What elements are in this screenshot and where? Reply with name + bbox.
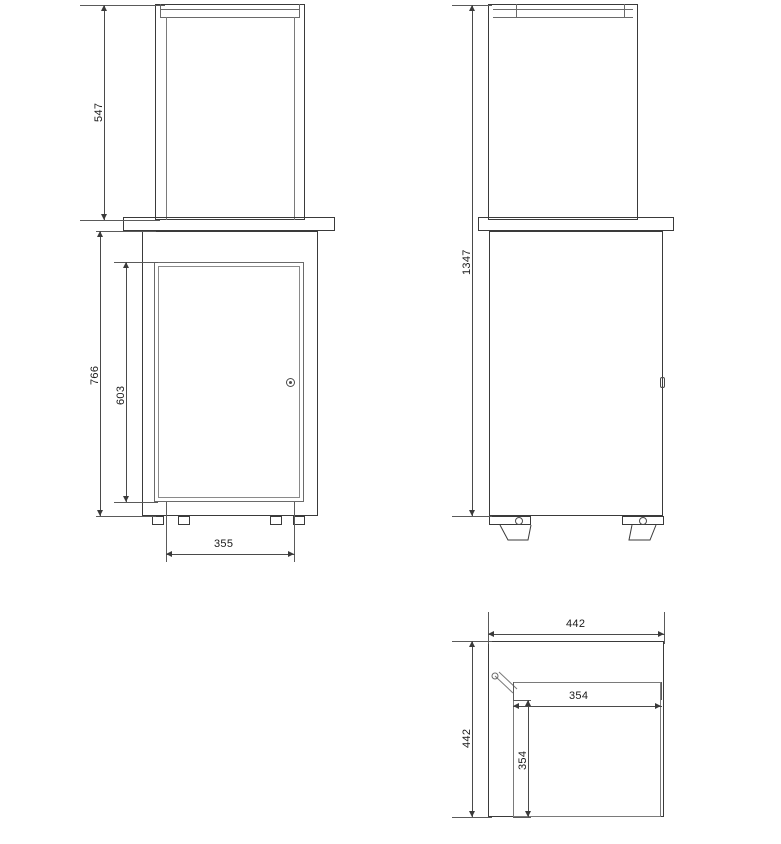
top-ext-right-442h — [664, 612, 665, 644]
dim-label-603: 603 — [115, 385, 127, 405]
front-view-lid-inner-left — [166, 17, 167, 220]
dim-label-1347: 1347 — [461, 249, 473, 275]
front-view-lid-top-inner — [160, 9, 300, 10]
side-dim-arrow-1347-top — [469, 5, 475, 11]
side-view-worktop — [478, 217, 674, 231]
top-dim-line-354h — [513, 706, 662, 707]
front-view-lid-hinge-right — [299, 4, 300, 18]
side-view-lid-hinge-right — [624, 4, 625, 18]
front-ext-mid-766 — [96, 231, 156, 232]
front-view-door-inner — [158, 266, 300, 498]
front-ext-bot-603 — [114, 502, 158, 503]
front-dim-arrow-355-left — [166, 551, 172, 557]
front-view-door-lock-center — [289, 381, 292, 384]
top-ext-bot-442v — [452, 817, 492, 818]
front-dim-arrow-547-top — [101, 5, 107, 11]
front-dim-line-355 — [166, 554, 295, 555]
front-dim-line-603 — [126, 262, 127, 502]
top-dim-arrow-442v-bottom — [469, 811, 475, 817]
front-dim-arrow-603-top — [123, 262, 129, 268]
top-dim-arrow-354h-right — [655, 703, 661, 709]
side-view-lid-hinge-left — [516, 4, 517, 18]
front-view-lid-panel — [155, 4, 305, 220]
dim-label-355: 355 — [214, 538, 234, 550]
top-dim-arrow-442h-right — [658, 631, 664, 637]
dim-label-354-h: 354 — [569, 690, 589, 702]
front-view-foot-left2 — [178, 516, 190, 525]
front-view-lid-hinge-left — [160, 4, 161, 18]
side-view-lid-top-inner2 — [493, 17, 633, 18]
dim-label-442-v: 442 — [461, 728, 473, 748]
front-ext-top-547 — [80, 5, 165, 6]
dim-label-354-v: 354 — [517, 750, 529, 770]
side-ext-bot-1347 — [452, 516, 492, 517]
top-ext-left-442h — [488, 612, 489, 644]
top-dim-arrow-354v-bottom — [525, 811, 531, 817]
side-view-lid-top-inner — [493, 9, 633, 10]
dim-label-766: 766 — [89, 365, 101, 385]
top-dim-arrow-354h-left — [513, 703, 519, 709]
side-view-foot-right — [622, 516, 664, 525]
top-view-inner — [513, 682, 661, 817]
top-ext-right-354h — [661, 682, 662, 700]
front-ext-top-603 — [114, 262, 158, 263]
top-dim-arrow-442h-left — [488, 631, 494, 637]
top-ext-bot-354v — [513, 817, 531, 818]
front-view-lid-inner-right — [294, 17, 295, 220]
top-ext-left-354h — [513, 682, 514, 700]
front-ext-right-355 — [294, 502, 295, 562]
side-view-body — [489, 231, 663, 516]
dim-label-547: 547 — [93, 102, 105, 122]
front-ext-bot-766 — [96, 516, 156, 517]
front-view-lid-top-inner2 — [160, 17, 300, 18]
side-view-foot-left — [489, 516, 531, 525]
front-dim-arrow-547-bottom — [101, 214, 107, 220]
side-dim-arrow-1347-bottom — [469, 510, 475, 516]
front-ext-mid-547 — [80, 220, 160, 221]
front-view-foot-left — [152, 516, 164, 525]
side-view-lid-panel — [488, 4, 638, 220]
top-dim-arrow-442v-top — [469, 641, 475, 647]
front-dim-arrow-766-top — [97, 231, 103, 237]
side-view-hinge-marker — [660, 377, 665, 388]
top-dim-line-442h — [488, 634, 665, 635]
front-dim-arrow-603-bottom — [123, 496, 129, 502]
front-dim-arrow-766-bottom — [97, 510, 103, 516]
dim-label-442-h: 442 — [566, 618, 586, 630]
front-dim-arrow-355-right — [288, 551, 294, 557]
top-dim-arrow-354v-top — [525, 700, 531, 706]
front-view-foot-right — [270, 516, 282, 525]
